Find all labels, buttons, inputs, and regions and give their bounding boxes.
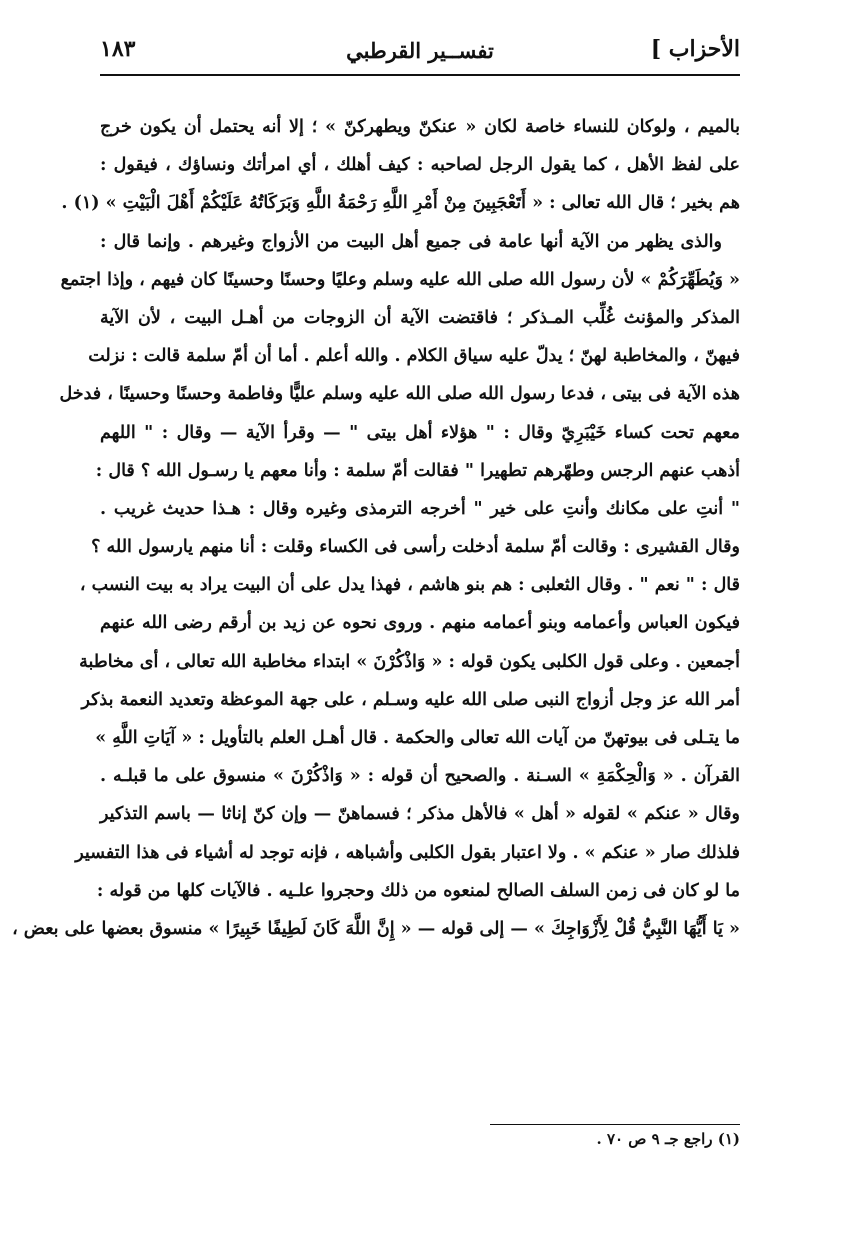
- text-line: والذى يظهر من الآية أنها عامة فى جميع أهل البيت من الأزواج وغيرهم . وإنما قال :: [100, 231, 722, 252]
- text-line: فيكون العباس وأعمامه وبنو أعمامه منهم . وروى نحوه عن زيد بن أرقم رضى الله عنهم: [100, 613, 740, 634]
- text-line: « وَيُطَهِّرَكُمْ » لأن رسول الله صلى الله عليه وسلم وعليًا وحسنًا وحسينًا كان فيهم ، وإذا اجتمع: [60, 269, 740, 290]
- text-line: وقال القشيرى : وقالت أمّ سلمة أدخلت رأسى فى الكساء وقلت : أنا منهم يارسول الله ؟: [91, 537, 740, 558]
- text-line: « يَا أَيُّهَا النَّبِيُّ قُلْ لِأَزْوَاجِكَ » — إلى قوله — « إِنَّ اللَّهَ كَانَ لَطِيفًا خَبِيرًا » منسوق بعضها على بعض ،: [12, 918, 740, 939]
- text-line: ما يتـلى فى بيوتهنّ من آيات الله تعالى والحكمة . قال أهـل العلم بالتأويل : « آيَاتِ اللَّهِ »: [95, 728, 740, 748]
- text-line: أجمعين . وعلى قول الكلبى يكون قوله : « وَاذْكُرْنَ » ابتداء مخاطبة الله تعالى ، أى مخاطبة: [79, 651, 740, 672]
- text-line: على لفظ الأهل ، كما يقول الرجل لصاحبه : كيف أهلك ، أي امرأتك ونساؤك ، فيقول :: [100, 155, 740, 176]
- text-line: معهم تحت كساء خَيْبَرِيّ وقال : " هؤلاء أهل بيتى " — وقرأ الآية — وقال : " اللهم: [100, 422, 740, 443]
- section-title: الأحزاب ]: [650, 36, 740, 62]
- text-line: فلذلك صار « عنكم » . ولا اعتبار بقول الكلبى وأشباهه ، فإنه توجد له أشياء فى هذا التفسير: [75, 842, 740, 863]
- text-line: وقال « عنكم » لقوله « أهل » فالأهل مذكر ؛ فسماهنّ — وإن كنّ إناثا — باسم التذكير: [100, 804, 740, 825]
- text-line: القرآن . « وَالْحِكْمَةِ » السـنة . والصحيح أن قوله : « وَاذْكُرْنَ » منسوق على ما قبلـه .: [100, 766, 740, 787]
- footnote-divider: [490, 1124, 740, 1125]
- main-text: [12, 108, 740, 948]
- text-line: ما لو كان فى زمن السلف الصالح لمنعوه من ذلك وحجروا علـيه . فالآيات كلها من قوله :: [96, 880, 740, 901]
- text-line: بالميم ، ولوكان للنساء خاصة لكان « عنكنّ ويطهركنّ » ؛ إلا أنه يحتمل أن يكون خرج: [100, 117, 740, 137]
- text-line: هم بخير ؛ قال الله تعالى : « أَتَعْجَبِينَ مِنْ أَمْرِ اللَّهِ رَحْمَةُ اللَّهِ وَبَرَكَاتُهُ عَلَيْكُمْ أَهْلَ الْبَيْتِ » (١) .: [61, 193, 740, 214]
- page-header: [100, 30, 740, 76]
- page-number: ١٨٣: [100, 36, 136, 62]
- text-line: " أنتِ على مكانك وأنتِ على خير " أخرجه الترمذى وغيره وقال : هـذا حديث غريب .: [100, 498, 740, 519]
- text-line: قال : " نعم " . وقال الثعلبى : هم بنو هاشم ، فهذا يدل على أن البيت يراد به بيت النسب ،: [79, 575, 740, 596]
- text-line: أمر الله عز وجل أزواج النبى صلى الله عليه وسـلم ، على جهة الموعظة وتعديد النعمة بذكر: [81, 689, 740, 710]
- running-title: تفســير القرطبي: [346, 38, 494, 63]
- text-line: المذكر والمؤنث غُلِّب المـذكر ؛ فاقتضت الآية أن الزوجات من أهـل البيت ، لأن الآية: [100, 307, 740, 328]
- footnote: (١) راجع جـ ٩ ص ٧٠ .: [596, 1130, 740, 1148]
- text-line: أذهب عنهم الرجس وطهّرهم تطهيرا " فقالت أمّ سلمة : وأنا معهم يا رسـول الله ؟ قال :: [95, 460, 740, 481]
- text-line: فيهنّ ، والمخاطبة لهنّ ؛ يدلّ عليه سياق الكلام . والله أعلم . أما أن أمّ سلمة قالت : نزلت: [88, 346, 740, 367]
- text-line: هذه الآية فى بيتى ، فدعا رسول الله صلى الله عليه وسلم عليًّا وفاطمة وحسنًا وحسينًا ، فدخل: [59, 384, 740, 405]
